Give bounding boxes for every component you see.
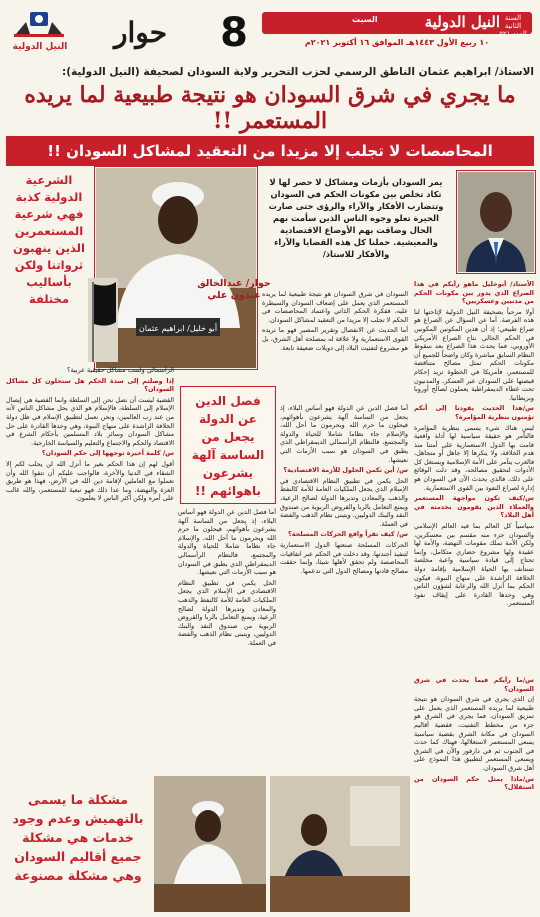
column-center [178,508,276,772]
col-r1-p2: س/هذا الحديث يقودنا إلى أنكم تؤمنون بنظرية المؤامرة؟ [414,404,534,421]
year-label: السنة الثانية [504,14,522,30]
interviewer-photo-frame [456,170,536,274]
column-left-1 [6,366,174,786]
interview-desk-icon [270,776,410,912]
col-r1-p5: سياسياً كل العالم بما فيه العالم الإسلامي والسودان جزء منه مقسم بين معسكرين، ولكن الأمة تملك مقومات النهضة، والأمة لها عقيدة ولها مشروع حضاري متكامل، وإنما تحتاج إلى قيادة سياسية واعية مخلصة تستأنف بها الحياة الإسلامية بإقامة دولة الخلافة الراشدة على منهاج النبوة، فيكون الحكم بما أنزل الله والرعاية لشؤون الناس وهي وحدها القادرة على إيقاف نفوذ المستعمر. [414,522,534,608]
interviewee-photo-frame [94,166,258,370]
col-l1-p4: أقول لهم إن هذا الحكم بغير ما أنزل الله لن يجلب لكم إلا الشقاء في الدنيا والآخرة، فالواجب عليكم أن تتقوا الله وأن تعملوا مع العاملين لإقامة دين الله في الأرض، فهذا هو طريق العزة والنهضة، وما عدا ذلك فهو تبعية للمستعمر، والله غالب على أمره ولكن أكثر الناس لا يعلمون. [6,459,174,503]
col-r1-p1: أولا مرحباً بصحيفة النيل الدولية لإتاحتها لنا هذه الفرصة. أما عن السؤال عن الصراع هو صراع طبيعي؛ إذ أن هذين المكونين المكونين في الحكم الحالي نتاج الصراع الأمريكي الأوروبي، فما يحدث هذا الصراع بعد سقوط النظام السابق مباشرة وكان واضحاً للجميع أن مكونات الحكم تمثل مصالح متناقضة للمستعمر، فأمريكا في الخطوة تريد إحكام قبضتها على السودان عبر العسكر، والمدنيون تحت غطاء الديمقراطية يعملون لصالح أوروبا وبريطانيا. [414,307,534,402]
col-m1-p0: السودان في شرق السودان هو نتيجة طبيعية لما يريده المستعمر الذي يعمل على إضعاف السودان والسيطرة عليه، ففكرة الحكم الذاتي واعتماد المحاصصات في الحكم لا تجلب إلا مزيدا من التعقيد لمشاكل السودان. [262,290,408,324]
article-intro: يمر السودان بأزمات ومشاكل لا حصر لها لا تكاد تخلص بين مكونات الحكم في السودان وتتضارب الأفكار والآراء والرؤى حتى صارت الحيرة تعلو وجوه الناس الذين سأمت بهم الحال وضاقت بهم الأوضاع الاقتصادية والمعيشية. حملنا كل هذه القضايا والآراء والأفكار للاستاذ/ [268,177,444,259]
issue-label: العدد ٥٢١ [499,30,527,38]
article-byline: حوار/ عبدالخالق عبدون علي [197,278,271,301]
column-mid-1 [262,290,408,400]
page-header [6,8,534,60]
col-l1-p3: س/ كلمة أخيرة توجهها إلى حكم السودان؟ [41,449,174,458]
col-l1-p1: إذا وصلتم إلى سدة الحكم هل ستحلون كل مشاكل السودان؟ [6,376,174,394]
pull-quote-marginalization: مشكلة ما يسمى بالتهميش وعدم وجود خدمات هي مشكلة جميع أقاليم السودان وهي مشكلة مصنوعة [12,792,144,883]
article-subheadline: المحاصصات لا تجلب إلا مزيدا من التعقيد لمشاكل السودان !! [6,136,534,166]
interview-scene-icon [154,776,266,912]
nameplate-text: أبو خليل/ ابراهيم عثمان [138,324,218,333]
col-m2-p2: الحل يكمن في تطبيق النظام الاقتصادي في الإسلام الذي يجعل الملكيات العامة للأمة كالنفط والذهب والمعادن وتديرها الدولة لصالح الرعية، ويمنع التعامل بالربا والقروض الربوية من صندوق النقد والبنك الدوليين، ويتبنى نظام الذهب والفضة في العملة. [280,476,408,528]
column-mid-2 [280,404,408,772]
col-l1-p0: الرأسمالي ولست مشاكل حقيقية عربية؟ [67,366,174,374]
date-line: ١٠ ربيع الأول ١٤٤٣هـ الموافق ١٦ أكتوبر ٢٠٢١م [304,38,490,47]
article-kicker: الاستاذ/ ابراهيم عثمان الناطق الرسمي لحزب التحرير ولاية السودان لصحيفة (النيل الدولية): [62,66,534,78]
paper-name: النيل الدولية [424,13,500,31]
masthead-bar [262,12,532,38]
pull-quote-secularism: فصل الدين عن الدولة يجعل من الساسة آلهة يشرعون باهوائهم !! [191,394,265,498]
interview-photo-2 [270,776,410,912]
col-m2-p1: س/ أين تكمن الحلول للأزمة الاقتصادية؟ [283,466,408,475]
section-title: حوار [114,16,168,49]
col-m2-p0: أما فصل الدين عن الدولة فهو أساس البلاء، إذ يجعل من الساسة آلهة يشرعون بأهوائهم، فيحلون ما حرم الله ويحرمون ما أحل الله، والإسلام جاء نظاما شاملا للحياة والدولة والمجتمع، فالنظام الرأسمالي الديمقراطي الذي يطبق في السودان هو سبب الأزمات التي نعيشها. [280,404,408,464]
logo-text: النيل الدولية [12,42,68,52]
col-c-p0: أما فصل الدين عن الدولة فهو أساس البلاء، إذ يجعل من الساسة آلهة يشرعون بأهوائهم، فيحلون ما حرم الله ويحرمون ما أحل الله، والإسلام جاء نظاما شاملا للحياة والدولة والمجتمع، فالنظام الرأسمالي الديمقراطي الذي يطبق في السودان هو سبب الأزمات التي نعيشها. [178,508,276,577]
col-r1-p3: ليس هناك شيء يسمى بنظرية المؤامرة فالتآمر هو حقيقة سياسية لها أدلة واقعية قامت بها الدول الاستعمارية على أمتنا منذ هدم الخلافة، ولا ينكرها إلا جاهل أو متجاهل، فالغرب يتآمر على الأمة الإسلامية ويستغل كل الأدوات لتحقيق مصالحه، وقد دلت الوقائع على ذلك، فالذي يحدث الآن في السودان هو إدارة لصراع النفوذ بين القوى الاستعمارية. [414,423,534,492]
col-r2-p0: س/ما رأيكم فيما يحدث في شرق السودان؟ [414,676,534,693]
page-number: 8 [220,10,248,56]
article-headline: ما يجري في شرق السودان هو نتيجة طبيعية لما يريده المستعمر !! [24,82,516,134]
col-r2-p1: إن الذي يجري في شرق السودان هو نتيجة طبيعية لما يريده المستعمر الذي يعمل على تمزيق السودان، فما يجري في الشرق هو جزء من مخطط التفتيت، فقضية أقاليم السودان في مكانة الشرق بقضية سياسية يسعى المستعمر لاستغلالها، فهناك كما حدث في الجنوب ثم في دارفور والآن في الشرق ويسعى المستعمر لتطبيق هذا النموذج على أهل شرق السودان. [414,695,534,772]
col-r2-p2: س/ماذا يمثل حكم السودان من استقلال؟ [414,774,534,792]
col-c-p1: الحل يكمن في تطبيق النظام الاقتصادي في الإسلام الذي يجعل الملكيات العامة للأمة كالنفط والذهب والمعادن وتديرها الدولة لصالح الرعية، ويمنع التعامل بالربا والقروض الربوية من صندوق النقد والبنك الدوليين، ويتبنى نظام الذهب والفضة في العملة. [178,578,276,647]
col-l1-p2: القضية ليست أن نصل نحن إلى السلطة وانما القضية هي إيصال الإسلام إلى السلطة، فالإسلام هو الذي يحل مشاكل الناس لأنه من عند رب العالمين، ونحن نعمل لتطبيق الإسلام في ظل دولة الخلافة الراشدة على منهاج النبوة، وهي وحدها القادرة على حل مشاكل السودان وسائر بلاد المسلمين بأحكام الشرع في الاقتصاد والحكم والاجتماع والتعليم والسياسة الخارجية. [6,395,174,447]
pull-quote-legitimacy: الشرعية الدولية كذبة فهي شرعية المستعمرين الذين ينهبون ثرواتنا ولكن بأساليب مختلفة [13,173,85,306]
col-m2-p4: الحركات المسلحة صنعتها الدول الاستعمارية لتنفيذ أجندتها، وقد دخلت في الحكم عبر اتفاقيات المحاصصة ولم تحقق لأهلها شيئا، وإنما حققت مصالح قادتها ومصالح الدول التي تدعمها. [280,540,408,575]
col-m2-p3: س/ كيف تقرأ واقع الحركات المسلحة؟ [288,530,408,539]
col-m1-p1: أما الحديث عن الانفصال وتقرير المصير فهو ما تريده القوى الاستعمارية ولا علاقة له بمصلحة أهل الشرق، بل هو مشروع لتفتيت البلاد إلى دويلات ضعيفة تابعة. [262,326,408,352]
column-right-2 [414,676,534,912]
col-r1-p4: س/كيف تكون مواجهة المستعمر والعملاء الذين يقومون بخدمته في أهل البلاد؟ [414,494,534,520]
col-r1-p0: الأستاذ/ أبوخليل ماهو رأيكم في هذا الصراع الذي يدور بين مكونات الحكم من مدنيين وعسكريين؟ [414,280,534,306]
interview-photo-1 [154,776,266,912]
masthead [262,12,532,56]
paper-logo [6,8,72,58]
flag-photo [88,278,118,362]
column-right-1 [414,280,534,672]
day-label: السبت [352,15,378,24]
year-issue [497,14,529,38]
flag-icon [88,278,118,362]
logo-emblem-icon [6,8,72,42]
